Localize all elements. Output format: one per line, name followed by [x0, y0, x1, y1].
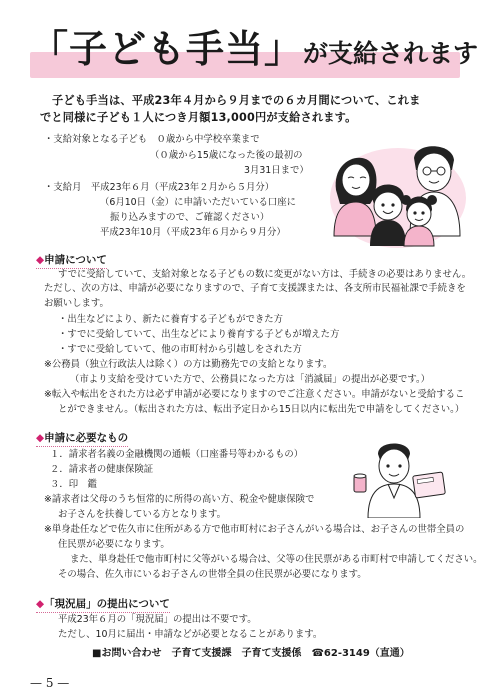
section-heading-application: ◆申請について — [36, 254, 107, 269]
payment-line-1: ・支給月 平成23年６月（平成23年２月から５月分） — [44, 182, 275, 193]
required-line-7: 住民票が必要になります。 — [58, 539, 170, 550]
lead-line-2: でと同様に子ども１人につき月額13,000円が支給されます。 — [40, 111, 357, 124]
eligibility-line-3: 3月31日まで） — [244, 165, 309, 176]
application-line-1: すでに受給していて、支給対象となる子どもの数に変更がない方は、手続きの必要はありません。 — [58, 269, 472, 280]
application-line-2: ただし、次の方は、申請が必要になりますので、子育て支援課または、各支所市民福祉課で手続きを — [44, 283, 466, 294]
required-line-2: ２．請求者の健康保険証 — [50, 464, 154, 475]
application-line-4: ・出生などにより、新たに養育する子どもができた方 — [58, 314, 284, 325]
required-line-3: ３．印 鑑 — [50, 479, 97, 490]
diamond-bullet-icon: ◆ — [36, 432, 45, 444]
page-number: — 5 — — [30, 676, 70, 690]
application-line-9: ※転入や転出をされた方は必ず申請が必要になりますのでご注意ください。申請がないと受給するこ — [44, 389, 465, 400]
page-title — [30, 27, 479, 71]
status-report-line-1: 平成23年６月の「現況届」の提出は不要です。 — [58, 614, 257, 625]
section-heading-required: ◆申請に必要なもの — [36, 432, 128, 447]
application-line-6: ・すでに受給していて、他の市町村から引越しをされた方 — [58, 344, 302, 355]
payment-line-4: 平成23年10月（平成23年６月から９月分） — [100, 227, 286, 238]
lead-line-1: 子ども手当は、平成23年４月から９月までの６カ月間について、これま — [52, 94, 421, 107]
required-line-8: また、単身赴任で他市町村に父等がいる場合は、父等の住民票がある市町村で申請してください。 — [70, 554, 483, 565]
family-illustration — [322, 140, 470, 248]
application-line-10: とができません。（転出された方は、転出予定日から15日以内に転出先で申請をしてください。） — [58, 404, 465, 415]
lead-paragraph — [40, 92, 460, 126]
required-line-1: １．請求者名義の金融機関の通帳（口座番号等わかるもの） — [50, 449, 304, 460]
application-line-5: ・すでに受給していて、出生などにより養育する子どもが増えた方 — [58, 329, 340, 340]
contact-info: ■お問い合わせ 子育て支援課 子育て支援係 ☎62-3149（直通） — [92, 648, 410, 659]
required-line-9: その場合、佐久市にいるお子さんの世帯全員の住民票が必要になります。 — [58, 569, 367, 580]
man-with-passbook-illustration — [348, 440, 448, 518]
status-report-line-2: ただし、10月に届出・申請などが必要となることがあります。 — [58, 629, 323, 640]
application-line-8: （市より支給を受けていた方で、公務員になった方は「消滅届」の提出が必要です。） — [70, 374, 430, 385]
section-heading-status-report: ◆「現況届」の提出について — [36, 598, 170, 613]
eligibility-line-1: ・支給対象となる子ども ０歳から中学校卒業まで — [44, 134, 260, 145]
required-line-6: ※単身赴任などで佐久市に住所がある方で他市町村にお子さんがいる場合は、お子さんの世帯全員の — [44, 524, 465, 535]
diamond-bullet-icon: ◆ — [36, 254, 45, 266]
required-line-5: お子さんを扶養している方となります。 — [58, 509, 227, 520]
required-line-4: ※請求者は父母のうち恒常的に所得の高い方、税金や健康保険で — [44, 494, 315, 505]
eligibility-line-2: （０歳から15歳になった後の最初の — [150, 150, 303, 161]
application-line-7: ※公務員（独立行政法人は除く）の方は勤務先での支給となります。 — [44, 359, 333, 370]
title-suffix: が支給されます — [303, 39, 479, 68]
payment-line-3: 振り込みますので、ご確認ください） — [110, 212, 270, 223]
payment-line-2: （6月10日（金）に申請いただいている口座に — [100, 197, 297, 208]
diamond-bullet-icon: ◆ — [36, 598, 45, 610]
title-main: 「子ども手当」 — [30, 27, 304, 71]
mother-figure — [334, 158, 376, 236]
application-line-3: お願いします。 — [44, 298, 109, 309]
